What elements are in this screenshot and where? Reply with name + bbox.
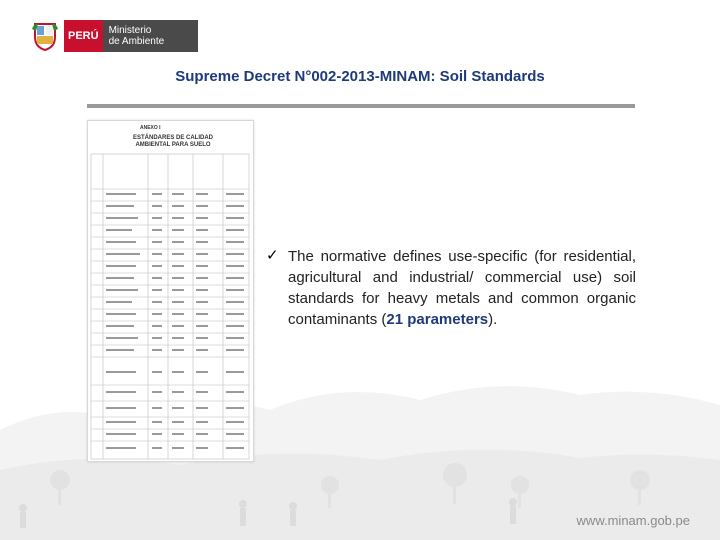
bullet-text-highlight: 21 parameters — [386, 311, 489, 328]
minam-logo — [32, 18, 198, 54]
table-grid — [88, 121, 253, 461]
slide-title: Supreme Decret N°002-2013-MINAM: Soil Standards — [175, 68, 545, 85]
bullet-point — [266, 246, 636, 330]
soil-standards-table-image — [87, 120, 254, 462]
ministry-line2: de Ambiente — [108, 36, 165, 47]
coat-of-arms-icon — [32, 21, 58, 51]
ministry-line1: Ministerio — [108, 25, 152, 36]
table-heading: ESTÁNDARES DE CALIDAD AMBIENTAL PARA SUELO — [132, 135, 213, 148]
bullet-text — [288, 246, 636, 330]
checkmark-icon: ✓ — [266, 247, 279, 264]
footer-url: www.minam.gob.pe — [576, 513, 690, 528]
ministry-label — [103, 20, 199, 52]
annex-label: ANEXO I — [140, 125, 161, 131]
bullet-text-main: The normative defines use-specific (for residential, agricultural and industrial/ commercial use) soil standards for heavy metals and common organic contaminants ( — [288, 248, 636, 328]
peru-label: PERÚ — [64, 20, 103, 52]
title-divider — [87, 104, 635, 108]
bullet-text-end: ). — [488, 311, 498, 328]
